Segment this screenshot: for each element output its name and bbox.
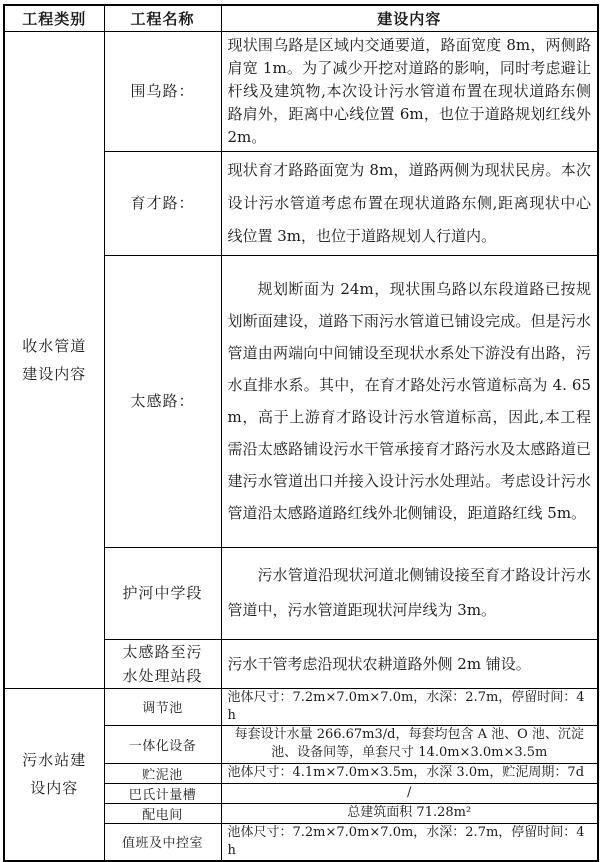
row-name-taigan-to-station-section: 太感路至污水处理站段 <box>104 639 221 688</box>
row-name-taigan-road: 太感路： <box>104 255 221 547</box>
header-project-category: 工程类别 <box>4 5 104 31</box>
row-content-huhe-school-section: 污水管道沿现状河道北侧铺设接至育才路设计污水管道中，污水管道距现状河岸线为 3m。 <box>221 547 598 639</box>
row-name-weiwu-road: 围乌路： <box>104 31 221 151</box>
row-content-duty-control-room: 池体尺寸：7.2m×7.0m×7.0m，水深：2.7m，停留时间：4h <box>221 823 598 861</box>
row-name-integrated-equipment: 一体化设备 <box>104 725 221 763</box>
header-construction-content: 建设内容 <box>221 5 598 31</box>
row-content-integrated-equipment: 每套设计水量 266.67m3/d，每套均包含 A 池、O 池、沉淀池、设备间等，单套尺寸 14.0m×3.0m×3.5m <box>221 725 598 763</box>
row-content-yucai-road: 现状育才路路面宽为 8m，道路两侧为现状民房。本次设计污水管道考虑布置在现状道路东侧,距离现状中心线位置 3m，也位于道路规划人行道内。 <box>221 151 598 255</box>
row-name-power-distribution-room: 配电间 <box>104 803 221 823</box>
row-content-weiwu-road: 现状围乌路是区域内交通要道，路面宽度 8m，两侧路肩宽 1m。为了减少开挖对道路的影响，同时考虑避让杆线及建筑物,本次设计污水管道布置在现状道路东侧路肩外，距离中心线位置 6m，也位于道路规划红线外 2m。 <box>221 31 598 151</box>
construction-content-table <box>3 4 599 862</box>
row-name-yucai-road: 育才路： <box>104 151 221 255</box>
category-sewage-station: 污水站建设内容 <box>4 688 104 861</box>
row-name-regulating-tank: 调节池 <box>104 688 221 725</box>
table-row <box>4 31 598 151</box>
category-water-collection-pipeline: 收水管道建设内容 <box>4 31 104 688</box>
table-header-row <box>4 5 598 31</box>
row-name-duty-control-room: 值班及中控室 <box>104 823 221 861</box>
row-name-parshall-flume: 巴氏计量槽 <box>104 783 221 803</box>
row-name-huhe-school-section: 护河中学段 <box>104 547 221 639</box>
row-content-sludge-storage-tank: 池体尺寸：4.1m×7.0m×3.5m，水深 3.0m，贮泥周期：7d <box>221 763 598 783</box>
header-project-name: 工程名称 <box>104 5 221 31</box>
row-content-regulating-tank: 池体尺寸：7.2m×7.0m×7.0m，水深：2.7m，停留时间：4h <box>221 688 598 725</box>
row-content-taigan-to-station-section: 污水干管考虑沿现状农耕道路外侧 2m 铺设。 <box>221 639 598 688</box>
row-content-power-distribution-room: 总建筑面积 71.28m² <box>221 803 598 823</box>
row-content-parshall-flume: / <box>221 783 598 803</box>
row-content-taigan-road: 规划断面为 24m，现状围乌路以东段道路已按规划断面建设，道路下雨污水管道已铺设完成。但是污水管道由两端向中间铺设至现状水系处下游没有出路，污水直排水系。其中，在育才路处污水管道标高为 4. 65m，高于上游育才路设计污水管道标高，因此,本工程需沿太感路铺设污水干管承接育才路污水及太感路道已建污水管道出口并接入设计污水处理站。考虑设计污水管道沿太感路道路红线外北侧铺设，距道路红线 5m。 <box>221 255 598 547</box>
row-name-sludge-storage-tank: 贮泥池 <box>104 763 221 783</box>
table-row <box>4 688 598 725</box>
